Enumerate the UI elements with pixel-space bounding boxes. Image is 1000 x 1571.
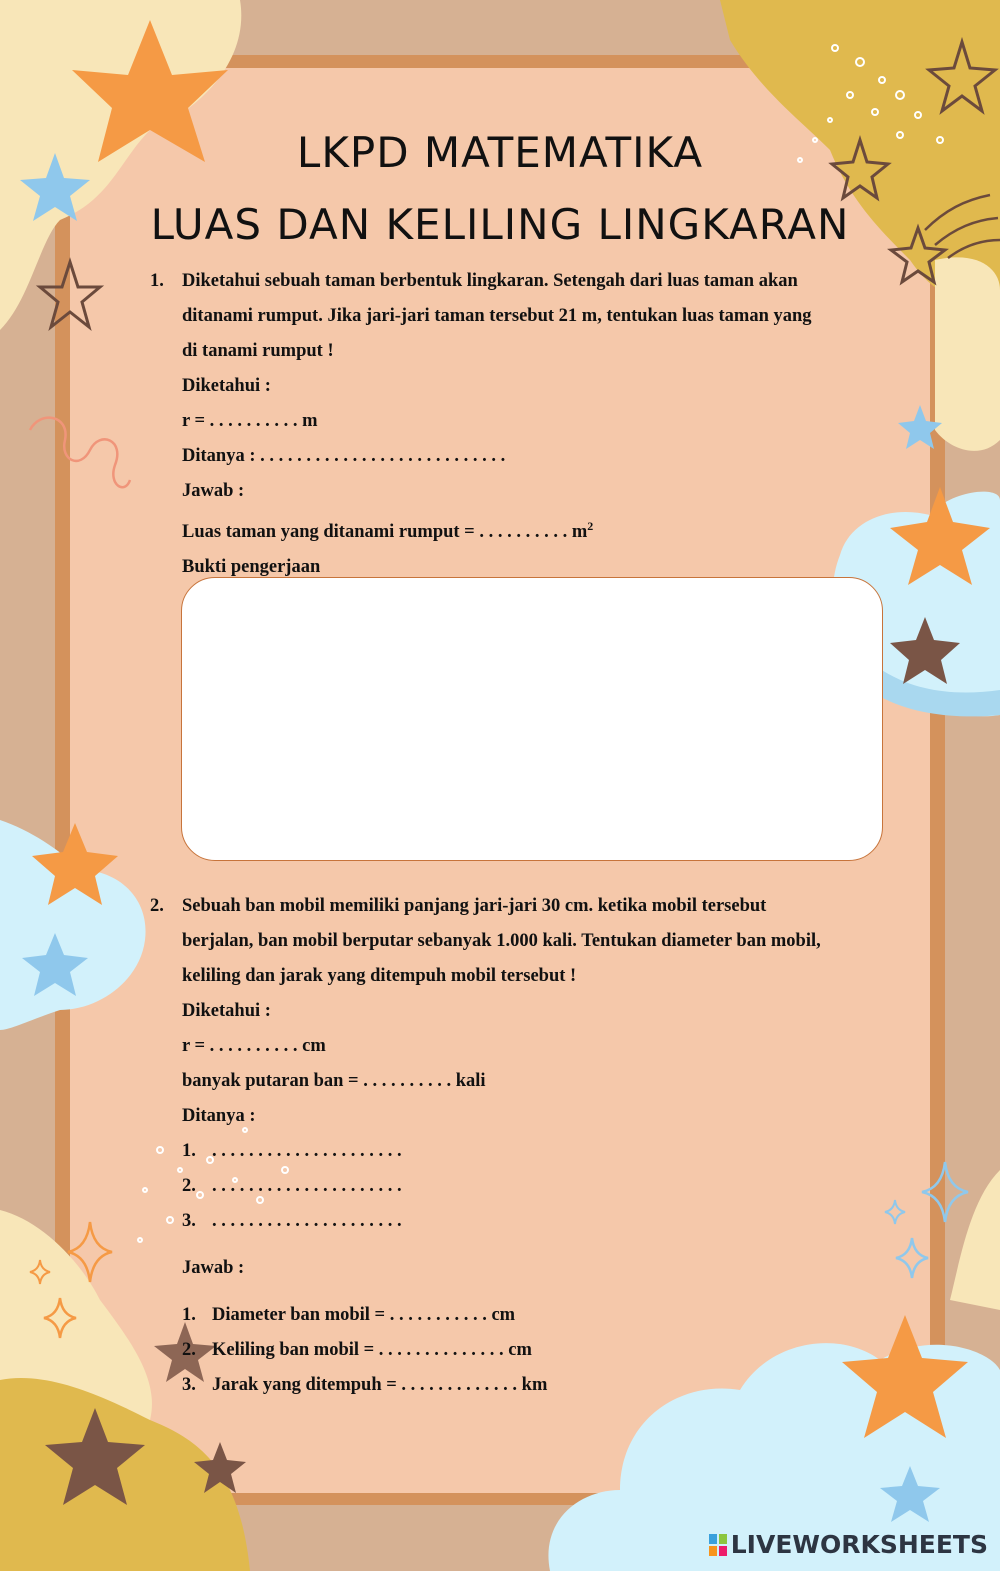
- asked-item-2[interactable]: [182, 1169, 890, 1204]
- sparkle-right-2: [896, 1238, 928, 1278]
- cream-blob-bottom-right: [950, 1170, 1000, 1310]
- item-text: Jarak yang ditempuh = . . . . . . . . . . . . . km: [212, 1375, 548, 1395]
- turns-blank[interactable]: banyak putaran ban = . . . . . . . . . . kali: [182, 1071, 486, 1091]
- item-number: 2.: [182, 1340, 196, 1360]
- item-text: Diameter ban mobil = . . . . . . . . . . . cm: [212, 1305, 516, 1325]
- result-line[interactable]: [182, 509, 890, 550]
- asked-item-1[interactable]: [182, 1134, 890, 1169]
- question-number: 1.: [150, 271, 164, 291]
- worksheet-subtitle: LUAS DAN KELILING LINGKARAN: [150, 200, 850, 249]
- item-blank: . . . . . . . . . . . . . . . . . . . . .: [212, 1141, 402, 1161]
- item-blank: . . . . . . . . . . . . . . . . . . . . .: [212, 1176, 402, 1196]
- outline-star-left: [40, 262, 100, 327]
- item-number: 1.: [182, 1141, 196, 1161]
- known-label: Diketahui :: [182, 1001, 271, 1021]
- question-text-line: ditanami rumput. Jika jari-jari taman tersebut 21 m, tentukan luas taman yang: [182, 306, 812, 326]
- question-text-line: keliling dan jarak yang ditempuh mobil tersebut !: [182, 966, 577, 986]
- proof-answer-box[interactable]: [181, 577, 883, 861]
- item-number: 3.: [182, 1211, 196, 1231]
- question-number: 2.: [150, 896, 164, 916]
- asked-label: Ditanya :: [182, 1106, 256, 1126]
- asked-blank[interactable]: Ditanya : . . . . . . . . . . . . . . . . . . . . . . . . . . .: [182, 446, 506, 466]
- item-number: 1.: [182, 1305, 196, 1325]
- radius-blank[interactable]: r = . . . . . . . . . . cm: [182, 1036, 326, 1056]
- item-number: 2.: [182, 1176, 196, 1196]
- swirl-left: [30, 418, 130, 488]
- known-label: Diketahui :: [182, 376, 271, 396]
- asked-item-3[interactable]: [182, 1204, 890, 1239]
- question-text-line: Sebuah ban mobil memiliki panjang jari-jari 30 cm. ketika mobil tersebut: [182, 896, 767, 916]
- answer-label: Jawab :: [182, 1258, 245, 1278]
- result-superscript: 2: [587, 519, 594, 533]
- item-number: 3.: [182, 1375, 196, 1395]
- answer-item-2[interactable]: [182, 1333, 890, 1368]
- sparkle-right-1: [922, 1162, 968, 1222]
- brand-name: LIVEWORKSHEETS: [730, 1530, 988, 1559]
- item-text: Keliling ban mobil = . . . . . . . . . . . . . . cm: [212, 1340, 532, 1360]
- proof-label: Bukti pengerjaan: [182, 557, 321, 578]
- liveworksheets-logo: [709, 1530, 988, 1559]
- question-1: [150, 264, 890, 585]
- answer-item-3[interactable]: [182, 1368, 890, 1403]
- item-blank: . . . . . . . . . . . . . . . . . . . . .: [212, 1211, 402, 1231]
- radius-blank[interactable]: r = . . . . . . . . . . m: [182, 411, 318, 431]
- question-2: [150, 889, 890, 1403]
- result-text: Luas taman yang ditanami rumput = . . . . . . . . . . m: [182, 522, 588, 543]
- answer-label: Jawab :: [182, 481, 245, 501]
- cream-blob-right: [935, 257, 1000, 451]
- question-text-line: berjalan, ban mobil berputar sebanyak 1.000 kali. Tentukan diameter ban mobil,: [182, 931, 821, 951]
- question-text-line: di tanami rumput !: [182, 341, 334, 361]
- answer-item-1[interactable]: [182, 1298, 890, 1333]
- liveworksheets-logo-icon: [709, 1534, 727, 1556]
- worksheet-title: LKPD MATEMATIKA: [296, 128, 704, 177]
- question-text-line: Diketahui sebuah taman berbentuk lingkaran. Setengah dari luas taman akan: [182, 271, 798, 291]
